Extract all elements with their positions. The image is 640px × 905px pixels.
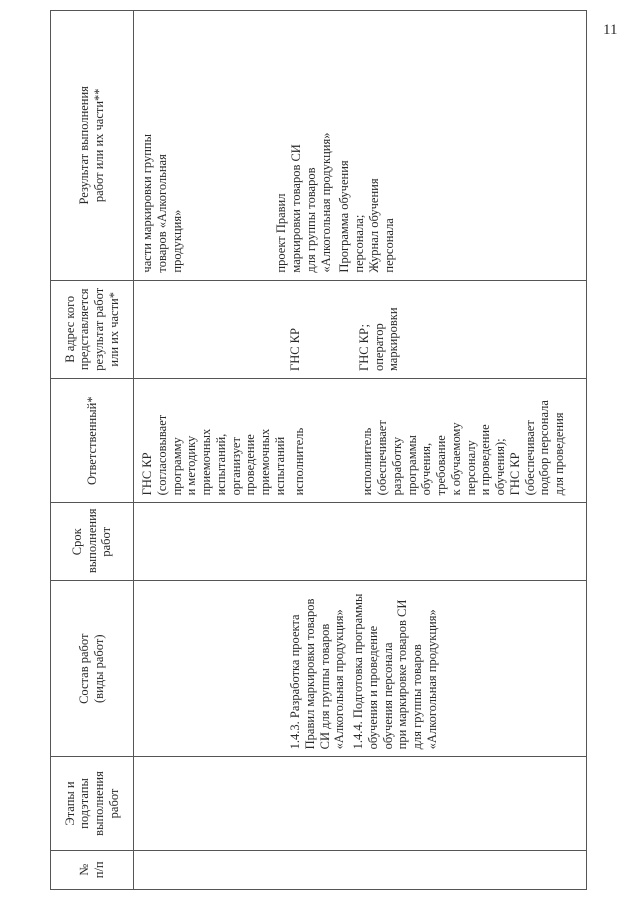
works-item-1-4-3: 1.4.3. Разработка проекта Правил маркировки товаров СИ для группы товаров «Алкогольная продукция» (288, 598, 347, 750)
table-header-row (51, 11, 134, 890)
cell-works (134, 581, 587, 757)
header-addressee: В адрес кого представляется результат работ или их части* (51, 280, 134, 378)
header-works: Состав работ (виды работ) (51, 581, 134, 757)
cell-term (134, 503, 587, 581)
cell-num (134, 850, 587, 889)
header-term: Срок выполнения работ (51, 503, 134, 581)
responsible-1-4-4: исполнитель (обеспечивает разработку программы обучения, требование к обучаемому персоналу и проведение обучения); ГНС КР (обеспечивает подбор персонала для проведения (360, 400, 566, 496)
works-item-1-4-4: 1.4.4. Подготовка программы обучения и проведение обучения персонала при маркировке товаров СИ для группы товаров «Алкогольная продукция» (351, 593, 439, 750)
work-plan-table (50, 10, 587, 890)
cell-responsible (134, 379, 587, 503)
cell-result (134, 11, 587, 281)
responsible-continued: ГНС КР (согласовывает программу и методику приемочных испытаний, организует проведение приемочных испытаний (140, 414, 287, 496)
cell-stage (134, 757, 587, 850)
result-continued: части маркировки группы товаров «Алкогольная продукция» (140, 133, 184, 273)
rotated-table-wrapper (50, 10, 600, 890)
addressee-1-4-3: ГНС КР (288, 328, 302, 372)
responsible-1-4-3: исполнитель (291, 427, 306, 496)
header-stage: Этапы и подэтапы выполнения работ (51, 757, 134, 850)
header-result: Результат выполнения работ или их части** (51, 11, 134, 281)
result-1-4-3: проект Правил маркировки товаров СИ для группы товаров «Алкогольная продукция» (274, 132, 333, 273)
addressee-1-4-4: ГНС КР; оператор маркировки (356, 307, 401, 372)
header-num: № п/п (51, 850, 134, 889)
cell-addressee (134, 280, 587, 378)
table-body-row (134, 11, 587, 890)
header-responsible: Ответственный* (51, 379, 134, 503)
page-number: 11 (603, 22, 618, 38)
result-1-4-4: Программа обучения персонала; Журнал обучения персонала (337, 160, 396, 273)
